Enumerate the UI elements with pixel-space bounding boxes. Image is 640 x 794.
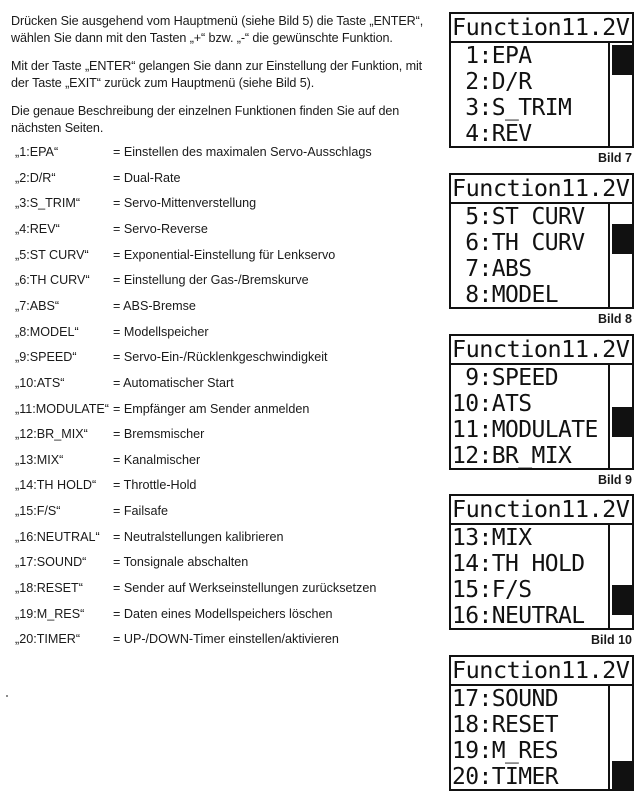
function-key: „4:REV“ xyxy=(15,221,60,236)
function-description: = Servo-Mittenverstellung xyxy=(113,196,257,211)
lcd-title: Function11.2V xyxy=(452,495,630,523)
function-description: = Tonsignale abschalten xyxy=(113,555,249,570)
function-description: = Automatischer Start xyxy=(113,375,234,390)
function-key: „15:F/S“ xyxy=(15,504,61,519)
lcd-menu-item: 10:ATS xyxy=(452,391,532,417)
lcd-menu-item: 7:ABS xyxy=(452,256,532,282)
function-key: „20:TIMER“ xyxy=(15,632,81,647)
lcd-scrollbar xyxy=(608,43,636,146)
function-key: „16:NEUTRAL“ xyxy=(15,529,100,544)
lcd-screen xyxy=(449,12,634,148)
lcd-menu-item: 4:REV xyxy=(452,121,532,147)
function-description: = Modellspeicher xyxy=(113,324,209,339)
intro-paragraph-1: Drücken Sie ausgehend vom Hauptmenü (siehe Bild 5) die Taste „ENTER“, wählen Sie dann mit den Tasten „+“ bzw. „-“ die gewünschte Funktion. xyxy=(11,14,424,45)
lcd-scrollbar xyxy=(608,525,636,628)
function-description: = Failsafe xyxy=(113,504,168,519)
lcd-scrollbar xyxy=(608,686,636,789)
function-description: = Einstellen des maximalen Servo-Ausschlags xyxy=(113,145,372,159)
function-key: „13:MIX“ xyxy=(15,452,64,467)
function-key: „3:S_TRIM“ xyxy=(15,196,81,211)
figure-caption: Bild 9 xyxy=(597,473,632,487)
function-description: = Exponential-Einstellung für Lenkservo xyxy=(113,247,336,262)
intro-paragraph-2: Mit der Taste „ENTER“ gelangen Sie dann zur Einstellung der Funktion, mit der Taste „EXIT“ zurück zum Hauptmenü (siehe Bild 5). xyxy=(11,59,423,90)
function-key: „19:M_RES“ xyxy=(15,606,85,621)
lcd-menu-item: 16:NEUTRAL xyxy=(452,603,585,629)
lcd-screen xyxy=(449,655,634,791)
lcd-menu-item: 13:MIX xyxy=(452,525,532,551)
lcd-menu-item: 1:EPA xyxy=(452,43,532,69)
function-key: „17:SOUND“ xyxy=(15,555,87,570)
lcd-title: Function11.2V xyxy=(452,656,630,684)
figure-caption: Bild 8 xyxy=(597,312,632,326)
function-key: „14:TH HOLD“ xyxy=(15,478,97,493)
lcd-menu-item: 2:D/R xyxy=(452,69,532,95)
function-description: = Einstellung der Gas-/Bremskurve xyxy=(113,273,309,288)
lcd-menu-item: 15:F/S xyxy=(452,577,532,603)
lcd-menu-item: 3:S_TRIM xyxy=(452,95,572,121)
function-key: „10:ATS“ xyxy=(15,375,65,390)
lcd-menu-item: 11:MODULATE xyxy=(452,417,598,443)
lcd-screen xyxy=(449,334,634,470)
function-key: „8:MODEL“ xyxy=(15,324,79,339)
intro-paragraph-3: Die genaue Beschreibung der einzelnen Funktionen finden Sie auf den nächsten Seiten. xyxy=(11,104,400,135)
lcd-scrollbar-thumb xyxy=(612,585,633,615)
lcd-menu-item: 19:M_RES xyxy=(452,738,558,764)
lcd-menu-item: 12:BR_MIX xyxy=(452,443,572,469)
lcd-menu-item: 5:ST CURV xyxy=(452,204,585,230)
lcd-title: Function11.2V xyxy=(452,13,630,41)
function-key: „9:SPEED“ xyxy=(15,350,77,365)
function-description: = ABS-Bremse xyxy=(113,298,196,313)
lcd-screen xyxy=(449,494,634,630)
function-key: „2:D/R“ xyxy=(15,170,56,185)
figure-caption: Bild 7 xyxy=(597,151,632,165)
function-description: = Kanalmischer xyxy=(113,452,201,467)
function-description: = Dual-Rate xyxy=(113,170,181,185)
lcd-scrollbar xyxy=(608,204,636,307)
function-key: „5:ST CURV“ xyxy=(15,247,89,262)
lcd-title: Function11.2V xyxy=(452,174,630,202)
function-description: = Throttle-Hold xyxy=(113,478,197,493)
function-key: „11:MODULATE“ xyxy=(15,401,109,416)
function-key: „6:TH CURV“ xyxy=(15,273,90,288)
function-description: = Empfänger am Sender anmelden xyxy=(113,401,310,416)
lcd-title: Function11.2V xyxy=(452,335,630,363)
function-description: = Servo-Ein-/Rücklenkgeschwindigkeit xyxy=(113,350,328,365)
function-key: „1:EPA“ xyxy=(15,145,59,159)
lcd-scrollbar xyxy=(608,365,636,468)
function-key: „12:BR_MIX“ xyxy=(15,427,88,442)
lcd-screen xyxy=(449,173,634,309)
function-description: = Bremsmischer xyxy=(113,427,205,442)
lcd-menu-item: 6:TH CURV xyxy=(452,230,585,256)
page-speck xyxy=(6,695,8,697)
function-key: „7:ABS“ xyxy=(15,298,60,313)
lcd-menu-item: 8:MODEL xyxy=(452,282,558,308)
function-description: = UP-/DOWN-Timer einstellen/aktivieren xyxy=(113,632,339,647)
lcd-menu-item: 18:RESET xyxy=(452,712,558,738)
lcd-scrollbar-thumb xyxy=(612,407,633,437)
lcd-scrollbar-thumb xyxy=(612,45,633,75)
lcd-scrollbar-thumb xyxy=(612,224,633,254)
function-description: = Sender auf Werkseinstellungen zurücksetzen xyxy=(113,581,377,596)
function-description: = Daten eines Modellspeichers löschen xyxy=(113,606,333,621)
lcd-menu-item: 14:TH HOLD xyxy=(452,551,585,577)
lcd-scrollbar-thumb xyxy=(612,761,633,791)
function-description: = Neutralstellungen kalibrieren xyxy=(113,529,284,544)
function-description: = Servo-Reverse xyxy=(113,221,208,236)
figure-caption: Bild 10 xyxy=(591,633,632,647)
function-key: „18:RESET“ xyxy=(15,581,83,596)
lcd-menu-item: 9:SPEED xyxy=(452,365,558,391)
lcd-menu-item: 17:SOUND xyxy=(452,686,558,712)
lcd-menu-item: 20:TIMER xyxy=(452,764,558,790)
